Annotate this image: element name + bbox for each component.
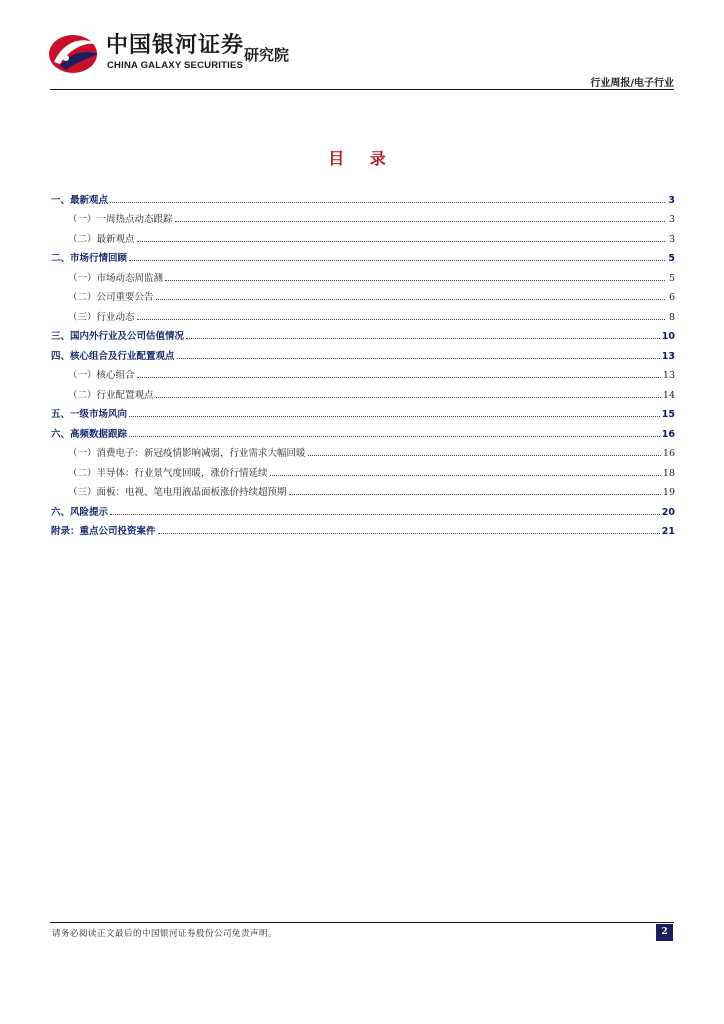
brand-name-en: CHINA GALAXY SECURITIES [107, 60, 244, 71]
toc-subsection-link[interactable] [51, 459, 675, 479]
toc-page-number: 13 [661, 350, 675, 362]
toc-subsection-link[interactable] [51, 264, 675, 284]
toc-page-number: 13 [662, 370, 675, 381]
toc-entry-label: 四、核心组合及行业配置观点 [51, 350, 175, 362]
toc-entry-label: 六、高频数据跟踪 [51, 428, 128, 440]
toc-entry-label: （一）核心组合 [68, 370, 135, 381]
disclaimer-text: 请务必阅读正文最后的中国银河证券股份公司免责声明。 [52, 929, 278, 939]
toc-page-number: 14 [662, 389, 675, 401]
toc-entry-label: （三）面板：电视、笔电用液晶面板涨价持续超预期 [68, 487, 287, 498]
dot-leader [129, 436, 660, 437]
dot-leader [137, 319, 665, 320]
toc-page-number: 16 [661, 428, 675, 440]
dot-leader [156, 397, 661, 398]
toc-section-link[interactable] [51, 420, 675, 440]
toc-entry-label: （二）行业配置观点 [68, 389, 154, 401]
toc-entry-label: 一、最新观点 [51, 194, 109, 206]
toc-entry-label: （二）公司重要公告 [68, 292, 154, 303]
toc-page-number: 3 [668, 233, 675, 245]
dot-leader [165, 280, 665, 281]
header-divider [50, 89, 674, 90]
dot-leader [177, 358, 660, 359]
toc-section-link[interactable] [51, 401, 675, 421]
toc-entry-label: 五、一级市场风向 [51, 409, 128, 420]
toc-section-link[interactable] [51, 245, 675, 265]
dot-leader [129, 260, 665, 261]
toc-entry-label: （一）一周热点动态跟踪 [68, 214, 173, 225]
toc-entry-label: （一）市场动态周监测 [68, 272, 164, 284]
toc-page-number: 5 [668, 253, 675, 264]
toc-entry-label: （二）半导体：行业景气度回暖，涨价行情延续 [68, 467, 268, 479]
dot-leader [186, 338, 660, 339]
toc-page-number: 10 [661, 331, 675, 342]
dot-leader [110, 202, 665, 203]
toc-entry-label: 附录：重点公司投资案件 [51, 526, 156, 537]
toc-subsection-link[interactable] [51, 225, 675, 245]
dot-leader [137, 241, 665, 242]
toc-entry-label: （三）行业动态 [68, 311, 135, 323]
footer-divider [50, 922, 674, 923]
toc-section-link[interactable] [51, 186, 675, 206]
institute-label: 研究院 [244, 46, 290, 64]
toc-section-link[interactable] [51, 498, 675, 518]
page-number-badge: 2 [656, 924, 673, 941]
galaxy-logo-icon [46, 32, 102, 76]
toc-subsection-link[interactable] [51, 381, 675, 401]
dot-leader [156, 299, 665, 300]
dot-leader [129, 416, 660, 417]
toc-subsection-link[interactable] [51, 440, 675, 460]
toc-page-number: 20 [661, 506, 675, 518]
table-of-contents [51, 186, 675, 537]
toc-page-number: 5 [668, 272, 675, 284]
dot-leader [137, 377, 661, 378]
toc-page-number: 21 [661, 526, 675, 537]
toc-entry-label: （一）消费电子：新冠疫情影响减弱，行业需求大幅回暖 [68, 448, 306, 459]
toc-title: 目 录 [328, 149, 396, 168]
toc-page-number: 6 [668, 292, 675, 303]
toc-entry-label: 三、国内外行业及公司估值情况 [51, 331, 185, 342]
toc-entry-label: （二）最新观点 [68, 233, 135, 245]
toc-subsection-link[interactable] [51, 362, 675, 382]
toc-section-link[interactable] [51, 342, 675, 362]
toc-subsection-link[interactable] [51, 284, 675, 304]
toc-subsection-link[interactable] [51, 479, 675, 499]
toc-page-number: 8 [668, 311, 675, 323]
report-category: 行业周报/电子行业 [590, 78, 674, 89]
dot-leader [270, 475, 661, 476]
toc-page-number: 18 [662, 467, 675, 479]
dot-leader [110, 514, 660, 515]
dot-leader [289, 494, 661, 495]
dot-leader [175, 221, 665, 222]
toc-page-number: 3 [668, 214, 675, 225]
brand-name-cn: 中国银河证券 [106, 33, 245, 58]
toc-section-link[interactable] [51, 518, 675, 538]
page-header [0, 0, 724, 95]
toc-subsection-link[interactable] [51, 206, 675, 226]
toc-entry-label: 二、市场行情回顾 [51, 253, 128, 264]
dot-leader [308, 455, 661, 456]
toc-section-link[interactable] [51, 323, 675, 343]
toc-page-number: 3 [668, 194, 675, 206]
toc-page-number: 16 [662, 448, 675, 459]
toc-subsection-link[interactable] [51, 303, 675, 323]
dot-leader [158, 533, 660, 534]
toc-page-number: 19 [662, 487, 675, 498]
toc-page-number: 15 [661, 409, 675, 420]
toc-entry-label: 六、风险提示 [51, 506, 109, 518]
